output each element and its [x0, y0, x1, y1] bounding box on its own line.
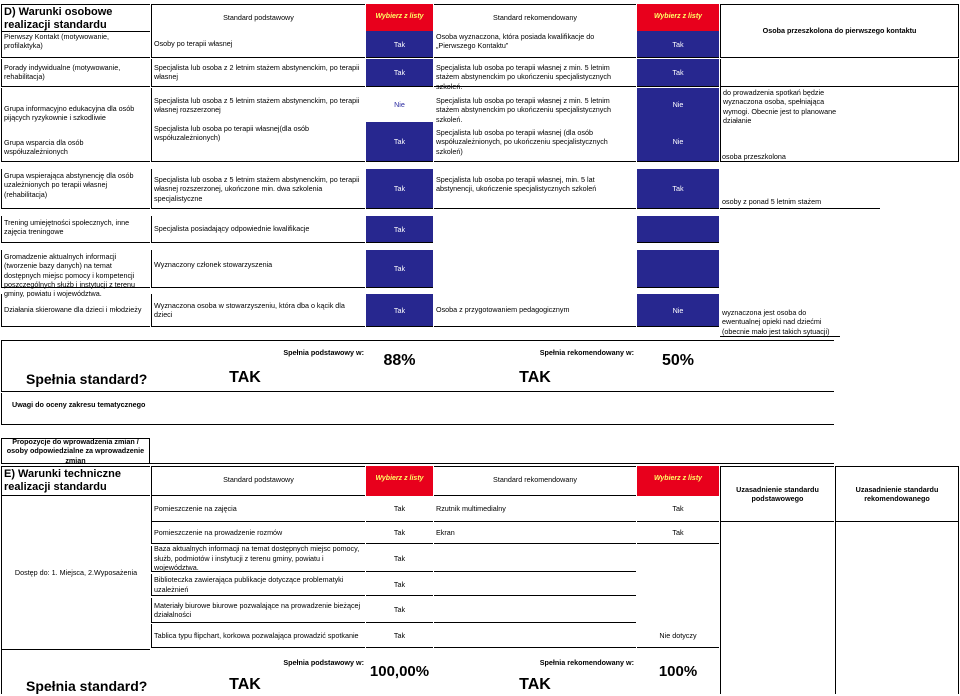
row-podst-grupa-wspierajaca: Specjalista lub osoba z 5 letnim stażem abstynenckim, po terapii własnej rozszerzonej, ukończone min. dwa szkolenia specjalistyczne — [151, 169, 365, 209]
header-wybierz-z-listy-2[interactable]: Wybierz z listy — [637, 4, 719, 31]
select-rekom-porady[interactable]: Tak — [672, 68, 684, 78]
select-podst-porady[interactable]: Tak — [393, 68, 406, 78]
e-select-rekom-5[interactable]: Nie dotyczy — [637, 624, 719, 648]
label-spelnia-standard-e: Spełnia standard? — [26, 678, 148, 694]
section-d-title: D) Warunki osobowe realizacji standardu — [1, 4, 150, 32]
row-rekom-pierwszy-kontakt: Osoba wyznaczona, która posiada kwalifikacje do „Pierwszego Kontaktu” — [434, 31, 636, 58]
row-rekom-porady: Specjalista lub osoba po terapii własnej z min. 5 letnim stażem abstynenckim po ukończeniu specjalistycznych szkoleń. — [434, 59, 636, 87]
row-rekom-grupa-wsparcia: Specjalista lub osoba po terapii własnej (dla osób współuzależnionych, po ukończeniu specjalistycznych szkoleń) — [434, 122, 636, 162]
row-podst-grupa-informacyjna: Specjalista lub osoba z 5 letnim stażem abstynenckim, po terapii własnej rozszerzonej — [151, 88, 365, 122]
label-uwagi: Uwagi do oceny zakresu tematycznego — [1, 393, 834, 425]
header-osoba-przeszkolona: Osoba przeszkolona do pierwszego kontaktu — [720, 4, 959, 58]
e-select-rekom-0[interactable]: Tak — [637, 496, 719, 522]
e-select-podst-4[interactable]: Tak — [366, 598, 433, 623]
header-e-wybierz-z-listy-2[interactable]: Wybierz z listy — [637, 466, 719, 496]
e-select-podst-2[interactable]: Tak — [366, 546, 433, 572]
row-podst-dzialania-dzieci: Wyznaczona osoba w stowarzyszeniu, która dba o kącik dla dzieci — [151, 294, 365, 327]
row-name-trening: Trening umiejętności społecznych, inne zajęcia treningowe — [1, 216, 150, 243]
value-standard-podst-e: TAK — [229, 676, 261, 693]
row-name-pierwszy-kontakt: Pierwszy Kontakt (motywowanie, profilaktyka) — [1, 31, 150, 58]
select-podst-trening[interactable]: Tak — [393, 224, 406, 234]
select-podst-grupa-informacyjna[interactable]: Nie — [366, 88, 433, 122]
header-e-wybierz-z-listy-1[interactable]: Wybierz z listy — [366, 466, 433, 496]
label-spelnia-rekomendowany: Spełnia rekomendowany w: — [539, 348, 634, 357]
select-rekom-dzialania-dzieci[interactable]: Nie — [672, 305, 684, 315]
note-opieka-nad-dziecmi: wyznaczona jest osoba do ewentualnej opieki nad dziećmi (obecnie mało jest takich sytuacji) — [720, 307, 840, 337]
value-standard-rekom-d: TAK — [519, 369, 551, 386]
e-select-podst-5[interactable]: Tak — [366, 624, 433, 648]
label-spelnia-podstawowy: Spełnia podstawowy w: — [283, 348, 364, 357]
row-name-grupa-wsparcia: Grupa wsparcia dla osób współuzależnionych — [1, 122, 150, 162]
e-select-podst-1[interactable]: Tak — [366, 522, 433, 544]
e-row-podst-biblioteczka: Biblioteczka zawierająca publikacje dotyczące problematyki uzależnień — [151, 574, 365, 596]
e-row-podst-pomieszczenie-rozmow: Pomieszczenie na prowadzenie rozmów — [151, 522, 365, 544]
e-select-podst-3[interactable]: Tak — [366, 574, 433, 596]
row-name-grupa-informacyjna: Grupa informacyjno edukacyjna dla osób pijących ryzykownie i szkodliwie — [1, 88, 150, 122]
value-e-spelnia-podstawowy: 100,00% — [369, 663, 430, 680]
e-row-podst-pomieszczenie-zajecia: Pomieszczenie na zajęcia — [151, 496, 365, 522]
row-rekom-grupa-informacyjna: Specjalista lub osoba po terapii własnej z min. 5 letnim stażem abstynenckim po ukończeniu specjalistycznych szkoleń. — [436, 96, 611, 124]
note-osoby-z-ponad-5-letnim-stazem: osoby z ponad 5 letnim stażem — [720, 196, 880, 209]
row-name-grupa-wspierajaca: Grupa wspierająca abstynencję dla osób uzależnionych po terapii własnej (rehabilitacja) — [1, 169, 150, 209]
select-rekom-grupa-informacyjna[interactable]: Nie — [672, 100, 684, 110]
select-podst-gromadzenie[interactable]: Tak — [393, 264, 406, 274]
label-e-spelnia-podstawowy: Spełnia podstawowy w: — [283, 658, 364, 667]
select-rekom-grupa-wsparcia[interactable]: Nie — [672, 137, 684, 147]
e-row-podst-materialy-biurowe: Materiały biurowe biurowe pozwalające na prowadzenie bieżącej działalności — [151, 598, 365, 623]
value-spelnia-podstawowy: 88% — [383, 352, 416, 369]
label-e-spelnia-rekomendowany: Spełnia rekomendowany w: — [539, 658, 634, 667]
header-standard-podstawowy: Standard podstawowy — [151, 4, 365, 31]
select-rekom-pierwszy-kontakt[interactable]: Tak — [672, 39, 684, 49]
header-uzasadnienie-rekomendowanego: Uzasadnienie standardu rekomendowanego — [835, 466, 959, 522]
header-e-standard-podstawowy: Standard podstawowy — [151, 466, 365, 496]
row-podst-trening: Specjalista posiadający odpowiednie kwalifikacje — [151, 216, 365, 243]
row-podst-gromadzenie: Wyznaczony członek stowarzyszenia — [151, 250, 365, 288]
label-spelnia-standard-d: Spełnia standard? — [26, 371, 148, 387]
label-dostep-do: Dostęp do: 1. Miejsca, 2.Wyposażenia — [1, 496, 150, 650]
header-uzasadnienie-podstawowego: Uzasadnienie standardu podstawowego — [720, 466, 834, 522]
row-podst-grupa-wsparcia: Specjalista lub osoba po terapii własnej(dla osób współuzależnionych) — [151, 122, 365, 162]
select-podst-dzialania-dzieci[interactable]: Tak — [393, 305, 406, 315]
header-standard-rekomendowany: Standard rekomendowany — [434, 4, 636, 31]
row-podst-porady: Specjalista lub osoba z 2 letnim stażem abstynenckim, po terapii własnej — [151, 59, 365, 87]
label-propozycje: Propozycje do wprowadzenia zmian / osoby odpowiedzialne za wprowadzenie zmian — [1, 438, 150, 464]
e-row-rekom-rzutnik: Rzutnik multimedialny — [434, 496, 636, 522]
select-podst-grupa-wspierajaca[interactable]: Tak — [393, 184, 406, 194]
value-standard-podst-d: TAK — [229, 369, 261, 386]
row-name-gromadzenie: Gromadzenie aktualnych informacji (tworzenie bazy danych) na temat dostępnych miejsc pomocy i kompetencji poszczególnych służb i instytucji z terenu gminy, powiatu i województwa. — [1, 250, 150, 288]
row-name-dzialania-dzieci: Działania skierowane dla dzieci i młodzieży — [1, 294, 150, 327]
e-row-podst-tablica-flipchart: Tablica typu flipchart, korkowa pozwalająca prowadzić spotkanie — [151, 624, 365, 648]
header-e-standard-rekomendowany: Standard rekomendowany — [434, 466, 636, 496]
value-standard-rekom-e: TAK — [519, 676, 551, 693]
select-podst-grupa-wsparcia[interactable]: Tak — [393, 137, 406, 147]
e-select-podst-0[interactable]: Tak — [366, 496, 433, 522]
row-name-porady-indywidualne: Porady indywidualne (motywowanie, rehabilitacja) — [1, 59, 150, 87]
e-select-rekom-1[interactable]: Tak — [637, 522, 719, 544]
row-rekom-dzialania-dzieci: Osoba z przygotowaniem pedagogicznym — [434, 294, 636, 327]
value-spelnia-rekomendowany: 50% — [661, 352, 695, 369]
select-podst-pierwszy-kontakt[interactable]: Tak — [393, 39, 406, 49]
select-rekom-grupa-wspierajaca[interactable]: Tak — [672, 184, 684, 194]
e-row-podst-baza-informacji: Baza aktualnych informacji na temat dostępnych miejsc pomocy, służb, podmiotów i instytucji z terenu gminy, powiatu i województwa. — [151, 546, 365, 572]
header-wybierz-z-listy-1[interactable]: Wybierz z listy — [366, 4, 433, 31]
value-e-spelnia-rekomendowany: 100% — [658, 663, 698, 680]
note-osoba-przeszkolona: osoba przeszkolona — [722, 152, 786, 161]
row-rekom-grupa-wspierajaca: Specjalista lub osoba po terapii własnej, min. 5 lat abstynencji, ukończenie specjalistycznych szkoleń — [434, 169, 636, 209]
row-podst-pierwszy-kontakt: Osoby po terapii własnej — [151, 31, 365, 58]
e-row-rekom-ekran: Ekran — [434, 522, 636, 544]
section-e-title: E) Warunki techniczne realizacji standardu — [1, 466, 150, 496]
note-grupa-informacyjna: do prowadzenia spotkań będzie wyznaczona osoba, spełniająca wymogi. Obecnie jest to planowane działanie — [720, 86, 959, 162]
